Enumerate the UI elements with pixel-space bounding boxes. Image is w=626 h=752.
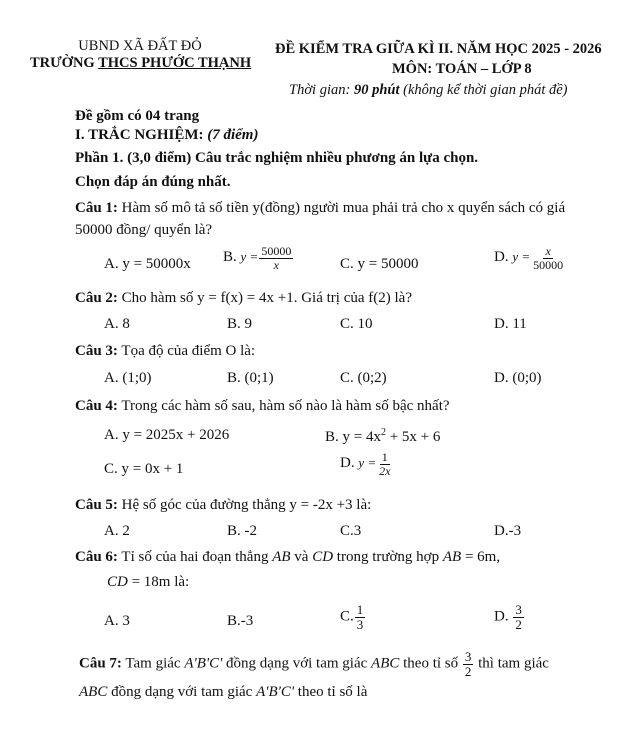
- q4-option-d: [340, 451, 393, 477]
- opt-prefix: D.: [340, 455, 359, 472]
- segment-ab: AB: [442, 549, 462, 565]
- fraction-numerator: 1: [356, 602, 364, 617]
- triangle-name: A'B'C': [184, 655, 223, 672]
- q6-c-fraction: [355, 603, 366, 631]
- opt-lhs: y =: [358, 455, 377, 471]
- opt-prefix: D.: [494, 249, 513, 266]
- q2-option-c: C. 10: [340, 316, 373, 332]
- time-value: 90 phút: [353, 82, 400, 98]
- segment-cd: CD: [312, 549, 334, 565]
- q2-option-b: B. 9: [227, 316, 253, 332]
- opt-lhs: y =: [240, 249, 259, 265]
- fraction-denominator: 2x: [379, 463, 391, 478]
- opt-prefix: D.: [494, 608, 513, 625]
- fraction-numerator: 3: [515, 602, 522, 617]
- q3-option-a: A. (1;0): [104, 370, 152, 386]
- q6-option-b: B.-3: [227, 613, 254, 629]
- question-label: Câu 4:: [75, 398, 118, 414]
- triangle-name: ABC: [371, 655, 400, 672]
- q4-option-a: A. y = 2025x + 2026: [104, 427, 230, 443]
- question-text: Hệ số góc của đường thẳng y = -2x +3 là:: [117, 497, 372, 513]
- q6-option-c: [340, 603, 366, 631]
- q1-option-d: [494, 245, 566, 271]
- question-text-mid: và: [290, 549, 313, 565]
- segment-cd: CD: [107, 574, 128, 590]
- fraction-denominator: 2: [464, 663, 472, 679]
- q4-d-fraction: [377, 451, 392, 477]
- time-note: (không kể thời gian phát đề): [399, 82, 568, 98]
- question-label: Câu 3:: [75, 343, 118, 359]
- question-1: [75, 200, 565, 217]
- opt-text-tail: + 5x + 6: [385, 429, 441, 445]
- time-line: [289, 82, 568, 99]
- q4-option-b: [325, 427, 440, 446]
- pages-note: Đề gồm có 04 trang: [75, 108, 200, 124]
- question-label: Câu 1:: [75, 200, 118, 216]
- question-2: [75, 290, 412, 307]
- question-7-cont: [79, 684, 367, 701]
- q5-option-a: A. 2: [104, 523, 130, 539]
- q5-option-b: B. -2: [227, 523, 257, 539]
- question-text: Tỉ số của hai đoạn thẳng: [117, 549, 273, 565]
- part1-heading: Phần 1. (3,0 điểm) Câu trắc nghiệm nhiều phương án lựa chọn.: [75, 150, 479, 166]
- section-points: (7 điểm): [207, 127, 259, 143]
- question-text-mid: đồng dạng với tam giác: [222, 655, 372, 672]
- opt-prefix: B.: [223, 249, 241, 266]
- q3-option-d: D. (0;0): [494, 370, 542, 386]
- q1-d-fraction: [531, 245, 565, 271]
- section-title: [75, 127, 258, 144]
- district-name: UBND XÃ ĐẤT ĐỎ: [78, 38, 202, 54]
- opt-lhs: y =: [512, 249, 531, 265]
- fraction-denominator: 3: [356, 616, 364, 632]
- question-6: [75, 549, 500, 566]
- question-text-mid: đồng dạng với tam giác: [107, 684, 257, 700]
- question-text-end: = 18m là:: [127, 574, 190, 590]
- question-text-mid2: trong trường hợp: [333, 549, 443, 565]
- question-text: Hàm số mô tả số tiền y(đồng) người mua phải trả cho x quyển sách có giá: [117, 200, 566, 216]
- q4-option-c: C. y = 0x + 1: [104, 461, 184, 477]
- fraction-denominator: 50000: [533, 257, 564, 272]
- question-text: Cho hàm số y = f(x) = 4x +1. Giá trị của f(2) là?: [117, 290, 412, 306]
- q5-option-c: C.3: [340, 523, 362, 539]
- section-title-text: I. TRẮC NGHIỆM:: [75, 127, 208, 143]
- q7-ratio-fraction: [463, 650, 474, 678]
- triangle-name: A'B'C': [256, 684, 295, 700]
- school-prefix: TRƯỜNG: [30, 55, 99, 71]
- fraction-numerator: 1: [381, 450, 388, 464]
- school-underlined: THCS PHƯỚC THẠNH: [98, 55, 252, 71]
- q5-option-d: D.-3: [494, 523, 522, 539]
- question-text-end: = 6m,: [461, 549, 501, 565]
- q6-d-fraction: [513, 603, 524, 631]
- question-1-cont: 50000 đồng/ quyển là?: [75, 222, 213, 238]
- time-label: Thời gian:: [289, 82, 354, 98]
- header-left: [30, 38, 250, 72]
- question-text: Tọa độ của điểm O là:: [117, 343, 256, 359]
- subject-line: MÔN: TOÁN – LỚP 8: [392, 61, 532, 77]
- instruction: Chọn đáp án đúng nhất.: [75, 174, 231, 190]
- fraction-numerator: 3: [464, 649, 472, 664]
- question-text: Tam giác: [121, 655, 185, 672]
- opt-text: B. y = 4x: [325, 429, 381, 445]
- fraction-denominator: 2: [515, 616, 522, 632]
- q3-option-c: C. (0;2): [340, 370, 387, 386]
- question-7: [79, 650, 549, 678]
- question-3: [75, 343, 255, 360]
- fraction-numerator: 50000: [261, 244, 292, 258]
- q3-option-b: B. (0;1): [227, 370, 274, 386]
- question-text-mid2: theo tỉ số: [399, 655, 462, 672]
- q6-option-d: [494, 603, 525, 631]
- segment-ab: AB: [272, 549, 291, 565]
- triangle-name: ABC: [79, 684, 108, 700]
- q1-option-b: [223, 245, 294, 271]
- opt-prefix: C.: [340, 608, 354, 625]
- question-label: Câu 7:: [79, 655, 122, 672]
- question-text-end: theo tỉ số là: [294, 684, 368, 700]
- question-label: Câu 6:: [75, 549, 118, 565]
- q2-option-d: D. 11: [494, 316, 527, 332]
- q6-option-a: A. 3: [104, 613, 130, 629]
- question-6-cont: [107, 574, 189, 591]
- exam-title: ĐỀ KIỂM TRA GIỮA KÌ II. NĂM HỌC 2025 - 2026: [275, 41, 602, 57]
- question-4: [75, 398, 450, 415]
- q2-option-a: A. 8: [104, 316, 130, 332]
- exponent: 2: [380, 427, 386, 438]
- q1-option-c: C. y = 50000: [340, 256, 419, 272]
- question-label: Câu 2:: [75, 290, 118, 306]
- question-label: Câu 5:: [75, 497, 118, 513]
- question-text: Trong các hàm số sau, hàm số nào là hàm số bậc nhất?: [117, 398, 450, 414]
- question-5: [75, 497, 371, 514]
- question-text-end: thì tam giác: [474, 655, 549, 672]
- q1-b-fraction: [259, 245, 293, 271]
- fraction-denominator: x: [273, 257, 279, 272]
- school-name: [30, 55, 250, 72]
- q1-option-a: A. y = 50000x: [104, 256, 191, 272]
- fraction-numerator: x: [545, 244, 551, 258]
